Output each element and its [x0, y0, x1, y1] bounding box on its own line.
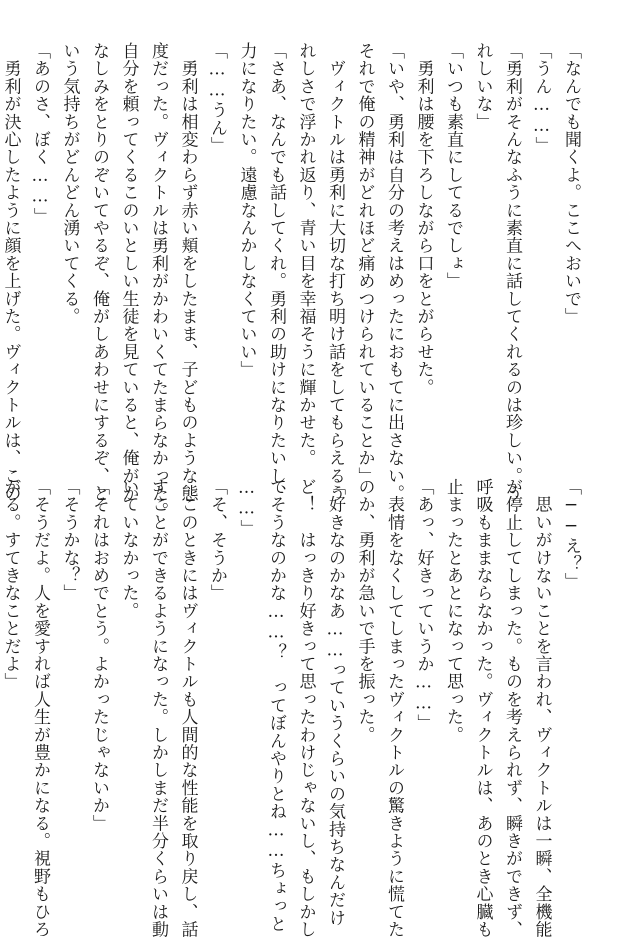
text-line: 自分を頼ってくるこのいとしい生徒を見ていると、俺がか [118, 42, 139, 503]
text-line: 「あのさ、ぼく……」 [30, 42, 50, 225]
text-line: いていなかった。 [118, 478, 139, 620]
text-line: が停止してしまった。ものを考えられず、瞬きができず、 [502, 478, 522, 938]
text-line: 「勇利がそんなふうに素直に話してくれるのは珍しい。う [502, 42, 522, 503]
text-line: のか、勇利が急いで手を振った。 [354, 478, 375, 744]
text-line: 「そうだよ。人を愛すれば人生が豊かになる。視野もひろ [30, 478, 50, 938]
text-line: 勇利は相変わらず赤い頬をしたまま、子どものような態 [177, 42, 198, 503]
text-line: 「……うん」 [207, 42, 227, 155]
text-line: がる。すてきなことだよ」 [0, 478, 21, 691]
text-line: 呼吸もままならなかった。ヴィクトルは、あのとき心臓も [472, 478, 493, 938]
text-line: なしみをとりのぞいてやるぞ、俺がしあわせにするぞ、と [89, 42, 109, 503]
text-line: 思いがけないことを言われ、ヴィクトルは一瞬、全機能 [531, 478, 552, 938]
text-line: 「それはおめでとう。よかったじゃないか」 [89, 478, 109, 832]
text-line: すことができるようになった。しかしまだ半分くらいは動 [148, 478, 168, 938]
text-line: 「なんでも聞くよ。ここへおいで」 [561, 42, 581, 326]
text-block-bottom [0, 478, 585, 938]
text-line: いう気持ちがどんどん湧いてくる。 [59, 42, 80, 326]
text-line: 「いや、勇利は自分の考えはめったにおもてに出さない。 [384, 42, 404, 503]
text-line: れしいな」 [472, 42, 493, 131]
text-line: 「そ、そうか」 [207, 478, 227, 602]
text-line: それで俺の精神がどれほど痛めつけられていることか」 [354, 42, 375, 485]
text-line: 「好きなのかなあ……っていうくらいの気持ちなんだけ [325, 478, 345, 927]
text-line: 「そうかな？」 [59, 478, 80, 602]
text-line: 勇利が決心したように顔を上げた。ヴィクトルは、この [0, 42, 21, 503]
text-line: てそうなのかな……？ ってぼんやりとね……ちょっと [266, 478, 286, 933]
text-line: 勇利は腰を下ろしながら口をとがらせた。 [413, 42, 434, 396]
text-line: 表情をなくしてしまったヴィクトルの驚きように慌てた [384, 478, 404, 938]
text-line: 「さあ、なんでも話してくれ。勇利の助けになりたいし、 [266, 42, 286, 503]
text-line: ヴィクトルは勇利に大切な打ち明け話をしてもらえるう [325, 42, 345, 503]
text-line: このときにはヴィクトルも人間的な性能を取り戻し、話 [177, 478, 198, 938]
text-line: 止まったとあとになって思った。 [443, 478, 463, 744]
text-line: 力になりたい。遠慮なんかしなくていい」 [236, 42, 257, 379]
text-line: ど！ はっきり好きって思ったわけじゃないし、もしかし [295, 478, 316, 938]
text-line: 「あっ、好きっていうか……」 [413, 478, 434, 732]
text-block-top [0, 42, 585, 520]
text-line: 「──え？」 [561, 478, 581, 591]
text-line: 「うん……」 [531, 42, 552, 155]
text-line: 度だった。ヴィクトルは勇利がかわいくてたまらなかった。 [148, 42, 168, 520]
text-line: ……」 [236, 478, 257, 538]
text-line: れしさで浮かれ返り、青い目を幸福そうに輝かせた。 [295, 42, 316, 467]
text-line: 「いつも素直にしてるでしょ」 [443, 42, 463, 290]
